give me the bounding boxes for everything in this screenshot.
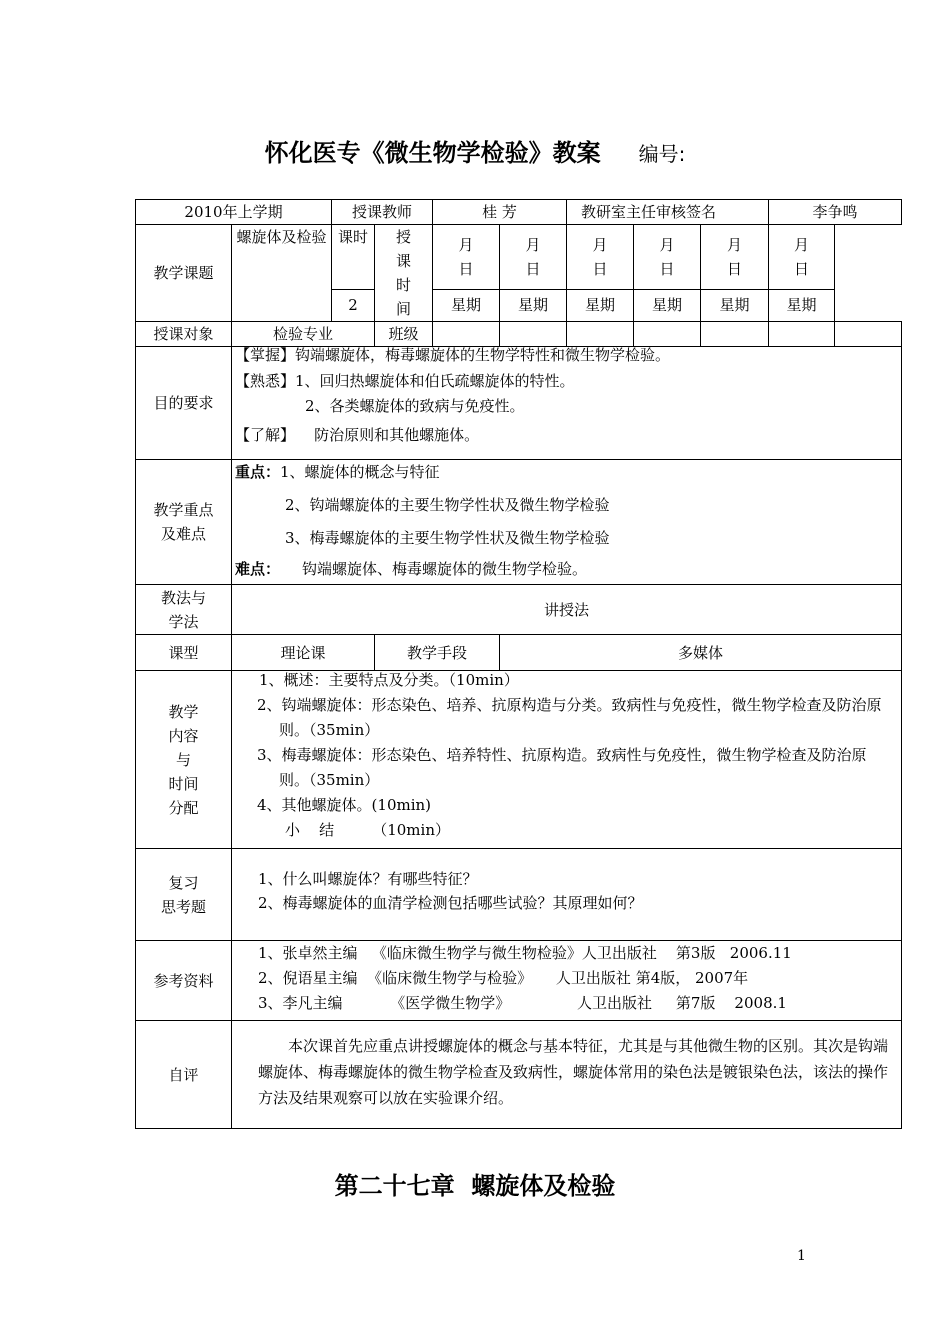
time-label: 授课时间 [375, 225, 433, 322]
date-cell: 月 日 [500, 225, 567, 290]
reference-item: 2、倪语星主编 《临床微生物学与检验》 人卫出版社 第4版， 2007年 [258, 969, 749, 987]
keypoints-label: 教学重点及难点 [136, 460, 232, 585]
audience-value: 检验专业 [232, 322, 375, 347]
content-item: 2、钩端螺旋体：形态染色、培养、抗原构造与分类。致病性与免疫性，微生物学检查及防治原则。（35min） [257, 696, 882, 739]
reviewer-label: 教研室主任审核签名 [567, 200, 769, 225]
review-body [232, 849, 902, 941]
objectives-label: 目的要求 [136, 347, 232, 460]
teacher-label: 授课教师 [332, 200, 433, 225]
method-value: 讲授法 [232, 585, 902, 635]
document-title [0, 133, 950, 168]
review-question: 2、梅毒螺旋体的血清学检测包括哪些试验？其原理如何？ [258, 894, 643, 912]
term-cell: 2010年上学期 [136, 200, 332, 225]
date-cell: 月 日 [769, 225, 835, 290]
content-item: 1、概述：主要特点及分类。（10min） [259, 671, 519, 689]
keypoints-content [232, 460, 902, 585]
references-body [232, 941, 902, 1021]
objective-line: 【熟悉】1、回归热螺旋体和伯氏疏螺旋体的特性。 [235, 371, 575, 390]
weekday-cell: 星期 [567, 289, 634, 321]
topic-value: 螺旋体及检验 [232, 225, 332, 322]
objective-line: 2、各类螺旋体的致病与免疫性。 [305, 397, 525, 415]
means-label: 教学手段 [375, 635, 500, 671]
topic-label: 教学课题 [136, 225, 232, 322]
weekday-cell: 星期 [500, 289, 567, 321]
method-label: 教法与学法 [136, 585, 232, 635]
date-cell: 月 日 [433, 225, 500, 290]
reviewer-name: 李争鸣 [769, 200, 902, 225]
weekday-cell: 星期 [769, 289, 835, 321]
teacher-name: 桂 芳 [433, 200, 567, 225]
content-label: 教学 内容 与 时间 分配 [136, 671, 232, 849]
reference-item: 3、李凡主编 《医学微生物学》 人卫出版社 第7版 2008.1 [258, 994, 787, 1012]
reference-item: 1、张卓然主编 《临床微生物学与微生物检验》人卫出版社 第3版 2006.11 [258, 944, 792, 962]
weekday-cell: 星期 [701, 289, 769, 321]
objectives-content [232, 347, 902, 460]
key-line: 2、钩端螺旋体的主要生物学性状及微生物学检验 [285, 496, 610, 514]
self-eval-text: 本次课首先应重点讲授螺旋体的概念与基本特征，尤其是与其他微生物的区别。其次是钩端螺旋体、梅毒螺旋体的微生物学检查及致病性，螺旋体常用的染色法是镀银染色法，该法的操作方法及结果观察可以放在实验课介绍。 [258, 1037, 889, 1107]
hours-value: 2 [332, 289, 375, 321]
self-eval-label: 自评 [136, 1021, 232, 1129]
class-label: 班级 [375, 322, 433, 347]
difficulty-line: 难点： 钩端螺旋体、梅毒螺旋体的微生物学检验。 [235, 560, 588, 578]
audience-label: 授课对象 [136, 322, 232, 347]
content-item: 3、梅毒螺旋体：形态染色、培养特性、抗原构造。致病性与免疫性，微生物学检查及防治原则。（35min） [257, 746, 867, 789]
objective-line: 【了解】 防治原则和其他螺施体。 [235, 425, 480, 444]
lesson-type-value: 理论课 [232, 635, 375, 671]
weekday-cell: 星期 [634, 289, 701, 321]
objective-line: 【掌握】钩端螺旋体，梅毒螺旋体的生物学特性和微生物学检验。 [235, 346, 671, 364]
content-item: 小 结 （10min） [285, 821, 450, 839]
references-label: 参考资料 [136, 941, 232, 1021]
content-item: 4、其他螺旋体。(10min) [257, 796, 432, 814]
hours-label: 课时 [332, 225, 375, 290]
code-label: 编号: [638, 142, 686, 166]
review-label: 复习 思考题 [136, 849, 232, 941]
self-eval-body [232, 1021, 902, 1129]
key-line: 3、梅毒螺旋体的主要生物学性状及微生物学检验 [285, 529, 610, 547]
chapter-title: 第二十七章 螺旋体及检验 [334, 1172, 616, 1200]
date-cell: 月 日 [634, 225, 701, 290]
weekday-cell: 星期 [433, 289, 500, 321]
page-number: 1 [797, 1248, 806, 1264]
content-body [232, 671, 902, 849]
review-question: 1、什么叫螺旋体？有哪些特征？ [258, 870, 478, 888]
date-cell: 月 日 [567, 225, 634, 290]
key-line: 重点：1、螺旋体的概念与特征 [235, 463, 440, 481]
title-text: 怀化医专《微生物学检验》教案 [264, 139, 601, 167]
lesson-plan-table [135, 199, 902, 1129]
lesson-type-label: 课型 [136, 635, 232, 671]
means-value: 多媒体 [500, 635, 902, 671]
date-cell: 月 日 [701, 225, 769, 290]
